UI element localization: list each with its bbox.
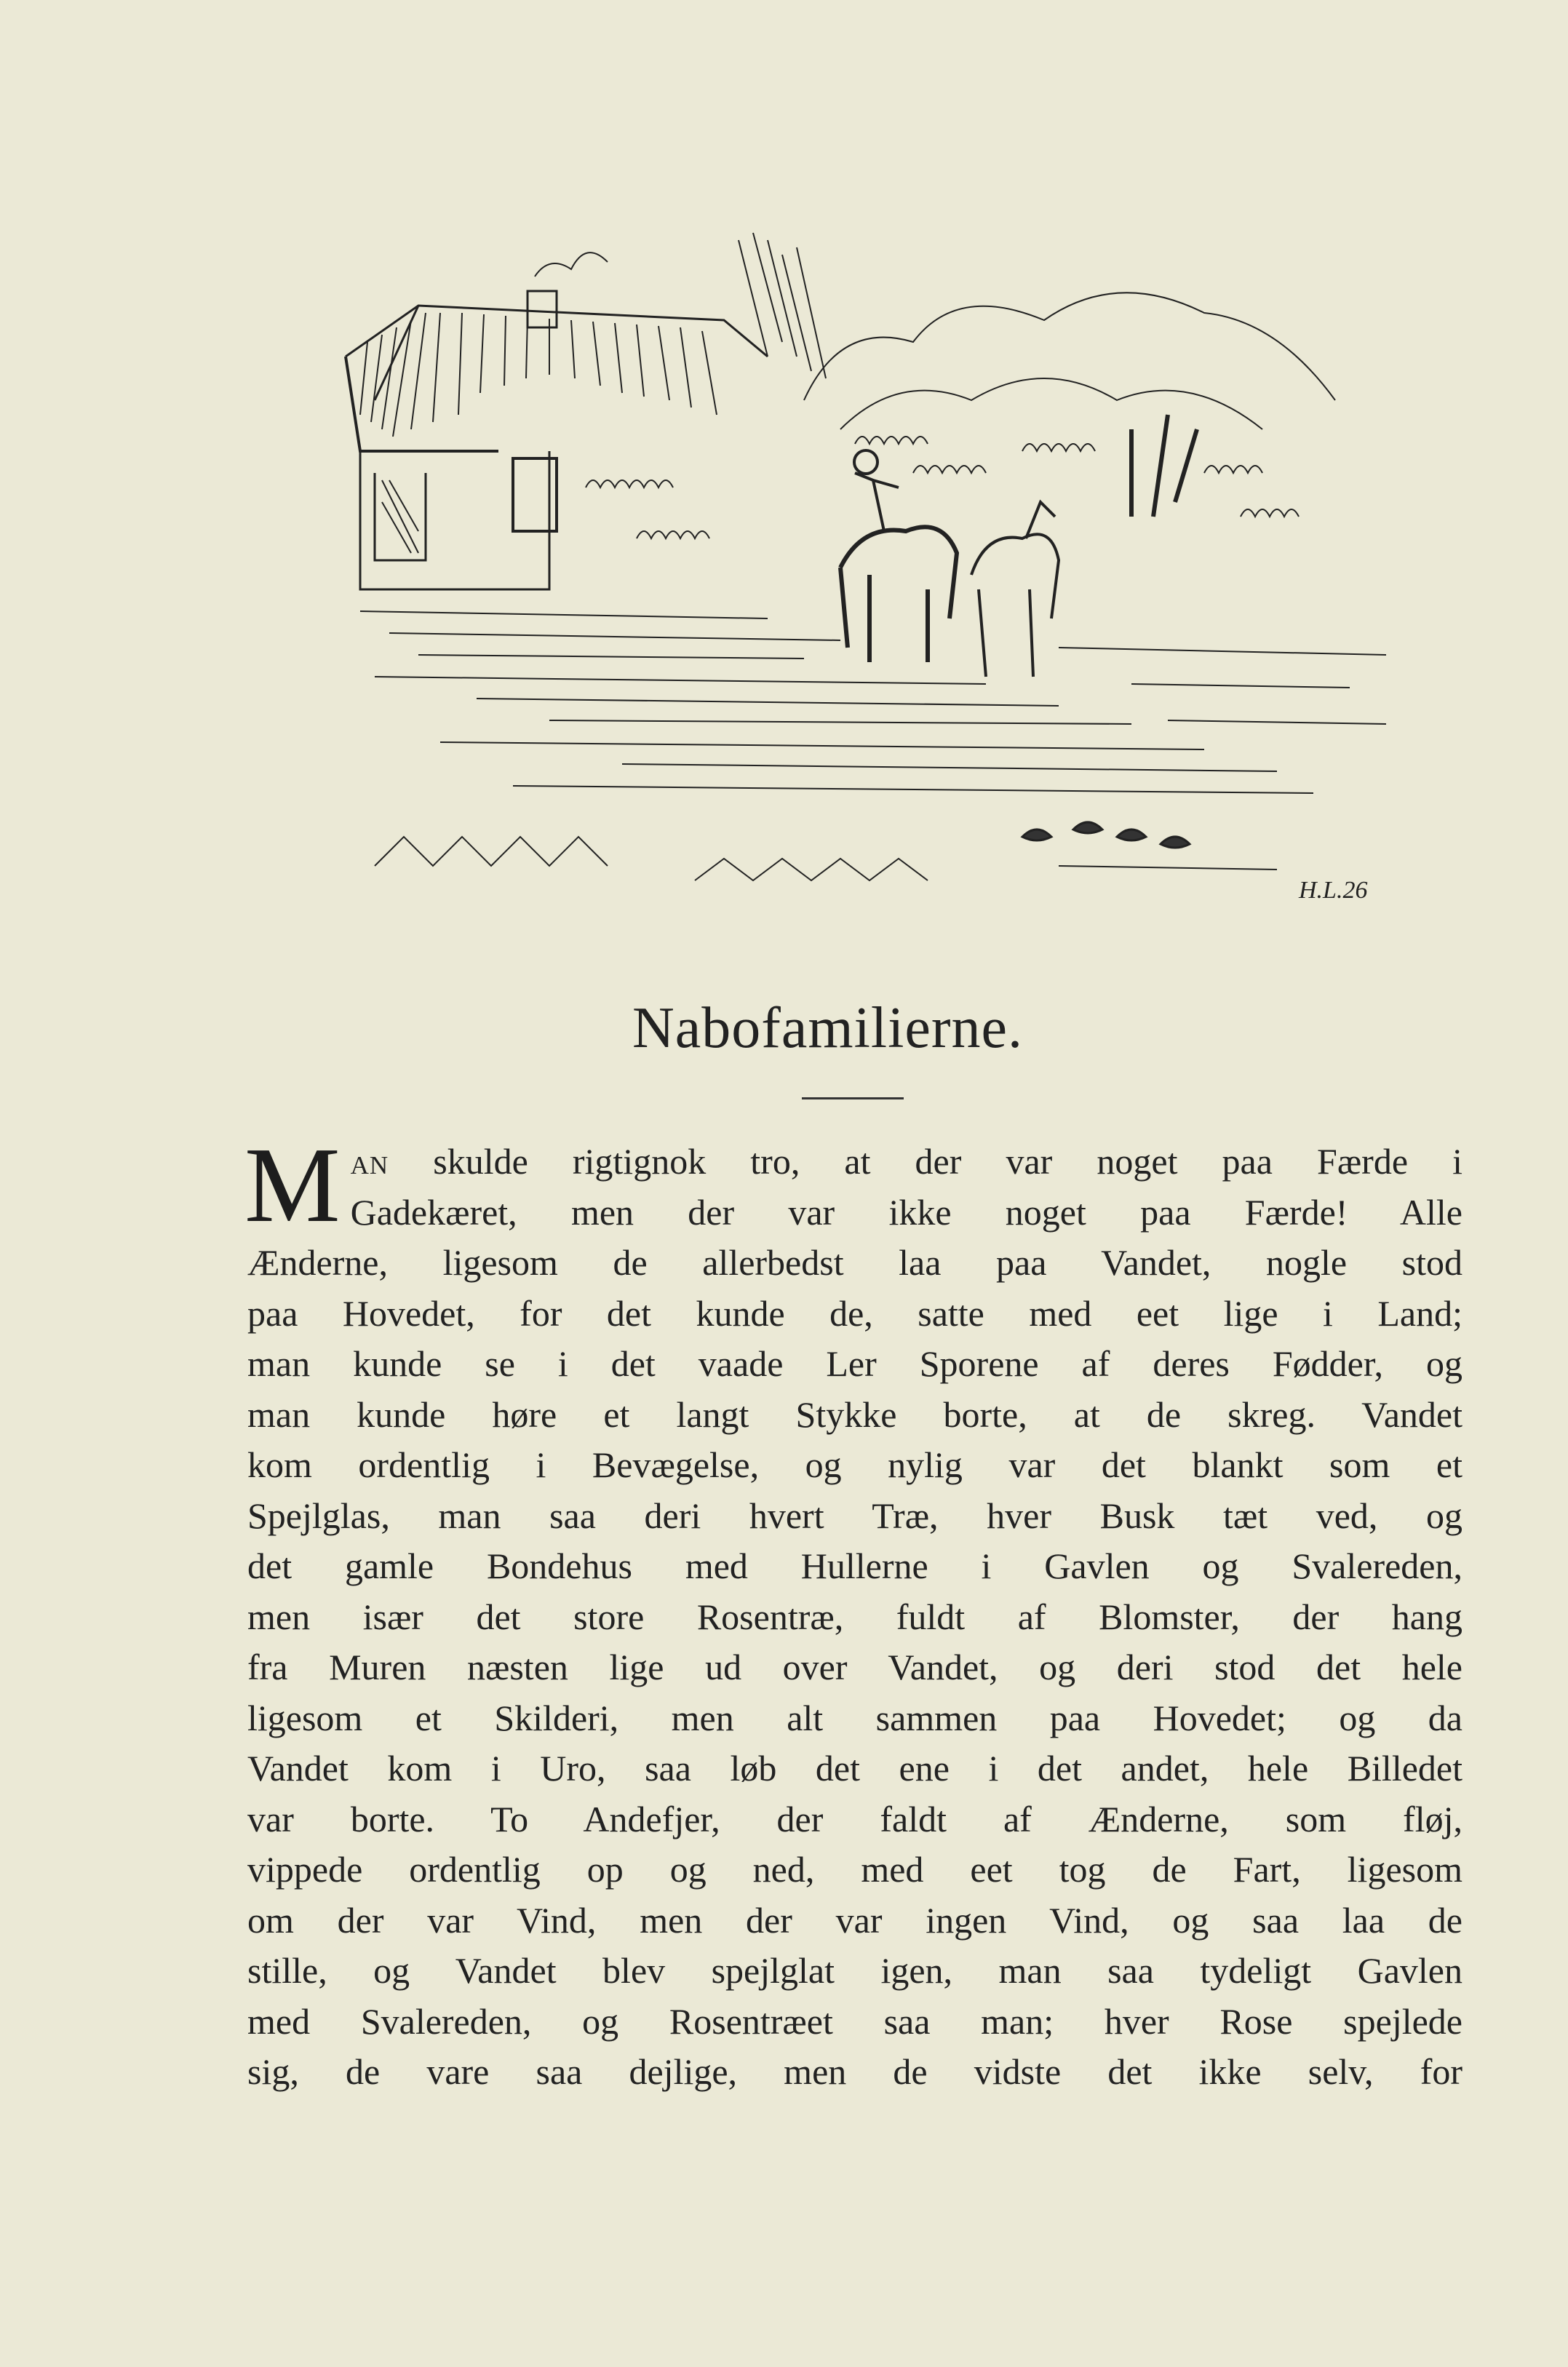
text-line-2: Ænderne, ligesom de allerbedst laa paa Vandet, nogle stod xyxy=(247,1242,1462,1283)
farmhouse-pond-engraving xyxy=(331,211,1401,924)
text-line-1: Gadekæret, men der var ikke noget paa Færde! Alle xyxy=(350,1191,1462,1233)
text-line xyxy=(247,1137,1462,1188)
text-line-4: man kunde se i det vaade Ler Sporene af deres Fødder, og xyxy=(247,1343,1462,1384)
text-line-9: men især det store Rosentræ, fuldt af Blomster, der hang xyxy=(247,1596,1462,1637)
first-word-rest: an xyxy=(350,1141,389,1182)
text-line-7: Spejlglas, man saa deri hvert Træ, hver Busk tæt ved, og xyxy=(247,1495,1462,1536)
text-line-11: ligesom et Skilderi, men alt sammen paa Hovedet; og da xyxy=(247,1697,1462,1738)
text-line-0: skulde rigtignok tro, at der var noget paa Færde i xyxy=(433,1141,1462,1182)
illustrator-signature: H.L.26 xyxy=(1299,877,1368,904)
text-line-6: kom ordentlig i Bevægelse, og nylig var det blankt som et xyxy=(247,1444,1462,1485)
engraving-illustration xyxy=(331,211,1401,924)
text-line-8: det gamle Bondehus med Hullerne i Gavlen og Svalereden, xyxy=(247,1545,1462,1586)
body-text xyxy=(244,1126,1462,2098)
text-line-15: om der var Vind, men der var ingen Vind, og saa laa de xyxy=(247,1899,1462,1941)
title-rule xyxy=(802,1097,904,1099)
text-line-10: fra Muren næsten lige ud over Vandet, og deri stod det hele xyxy=(247,1647,1462,1687)
text-line-14: vippede ordentlig op og ned, med eet tog de Fart, ligesom xyxy=(247,1849,1462,1890)
text-line-13: var borte. To Andefjer, der faldt af Ænderne, som fløj, xyxy=(247,1798,1462,1839)
text-line-12: Vandet kom i Uro, saa løb det ene i det andet, hele Billedet xyxy=(247,1748,1462,1789)
chapter-title: Nabofamilierne. xyxy=(632,996,1023,1060)
text-line-3: paa Hovedet, for det kunde de, satte med eet lige i Land; xyxy=(247,1292,1462,1334)
text-line-5: man kunde høre et langt Stykke borte, at de skreg. Vandet xyxy=(247,1393,1462,1435)
text-line-18: sig, de vare saa dejlige, men de vidste det ikke selv, for xyxy=(247,2051,1462,2092)
drop-cap: M xyxy=(244,1126,341,1245)
text-line-17: med Svalereden, og Rosentræet saa man; hver Rose spejlede xyxy=(247,2000,1462,2042)
text-line-16: stille, og Vandet blev spejlglat igen, man saa tydeligt Gavlen xyxy=(247,1950,1462,1991)
